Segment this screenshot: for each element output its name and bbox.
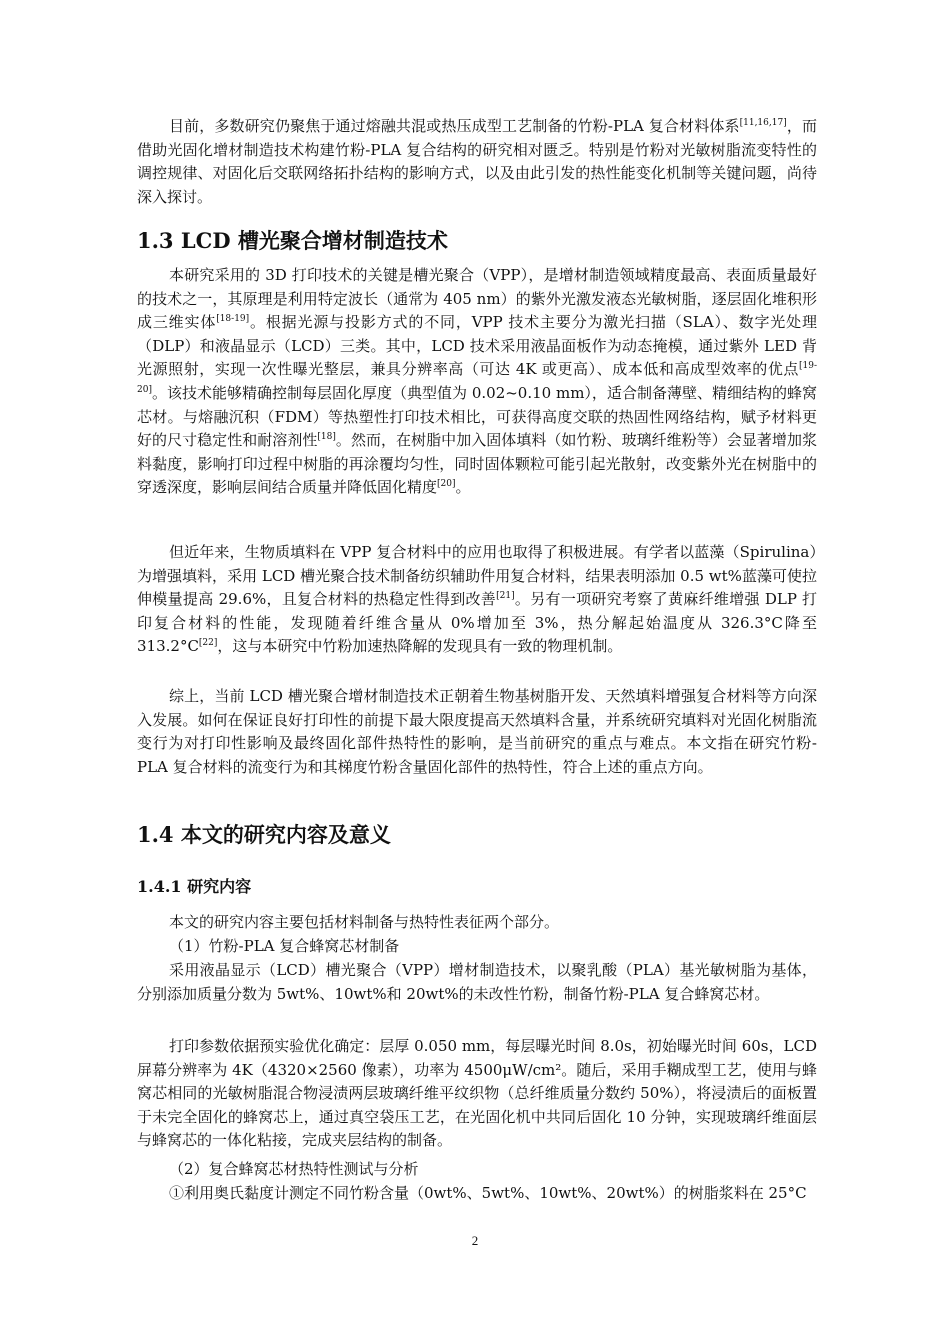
subsection-heading-1-4-1: 1.4.1 研究内容 (137, 877, 252, 896)
page-number: 2 (471, 1233, 479, 1248)
paragraph-2: 本研究采用的 3D 打印技术的关键是槽光聚合（VPP），是增材制造领域精度最高、表面质量最好的技术之一，其原理是利用特定波长（通常为 405 nm）的紫外光激发液态光敏树脂，逐层固化堆积形成三维实体[18-19]。根据光源与投影方式的不同，VPP 技术主要分为激光扫描（SLA）、数字光处理（DLP）和液晶显示（LCD）三类。其中，LCD 技术采用液晶面板作为动态掩模，通过紫外 LED 背光源照射，实现一次性曝光整层，兼具分辨率高（可达 4K 或更高）、成本低和高成型效率的优点[19-20]。该技术能够精确控制每层固化厚度（典型值为 0.02~0.10 mm），适合制备薄壁、精细结构的蜂窝芯材。与熔融沉积（FDM）等热塑性打印技术相比，可获得高度交联的热固性网络结构，赋予材料更好的尺寸稳定性和耐溶剂性[18]。然而，在树脂中加入固体填料（如竹粉、玻璃纤维粉等）会显著增加浆料黏度，影响打印过程中树脂的再涂覆均匀性，同时固体颗粒可能引起光散射，改变紫外光在树脂中的穿透深度，影响层间结合质量并降低固化精度[20]。 (137, 266, 817, 497)
citation: [19-20] (137, 361, 817, 395)
section-heading-1-3: 1.3 LCD 槽光聚合增材制造技术 (137, 228, 448, 253)
paragraph-1: 目前，多数研究仍聚焦于通过熔融共混或热压成型工艺制备的竹粉-PLA 复合材料体系[11,16,17]，而借助光固化增材制造技术构建竹粉-PLA 复合结构的研究相对匮乏。特别是竹粉对光敏树脂流变特性的调控规律、对固化后交联网络拓扑结构的影响方式，以及由此引发的热性能变化机制等关键问题，尚待深入探讨。 (137, 117, 817, 206)
citation: [21] (496, 591, 515, 602)
citation: [20] (437, 479, 456, 490)
paragraph-10: ①利用奥氏黏度计测定不同竹粉含量（0wt%、5wt%、10wt%、20wt%）的树脂浆料在 25°C (169, 1184, 807, 1202)
list-item-2: （2）复合蜂窝芯材热特性测试与分析 (169, 1160, 419, 1178)
citation: [11,16,17] (739, 118, 787, 128)
paragraph-7: 采用液晶显示（LCD）槽光聚合（VPP）增材制造技术，以聚乳酸（PLA）基光敏树脂为基体，分别添加质量分数为 5wt%、10wt%和 20wt%的未改性竹粉，制备竹粉-PLA 复合蜂窝芯材。 (137, 961, 817, 1003)
citation: [22] (198, 638, 218, 649)
citation: [18-19] (216, 314, 250, 325)
paragraph-8: 打印参数依据预实验优化确定：层厚 0.050 mm，每层曝光时间 8.0s，初始曝光时间 60s，LCD 屏幕分辨率为 4K（4320×2560 像素），功率为 4500μW/cm²。随后，采用手糊成型工艺，使用与蜂窝芯相同的光敏树脂混合物浸渍两层玻璃纤维平纹织物（总纤维质量分数约 50%），将浸渍后的面板置于未完全固化的蜂窝芯上，通过真空袋压工艺，在光固化机中共同后固化 10 分钟，实现玻璃纤维面层与蜂窝芯的一体化粘接，完成夹层结构的制备。 (137, 1037, 817, 1150)
paragraph-4: 综上，当前 LCD 槽光聚合增材制造技术正朝着生物基树脂开发、天然填料增强复合材料等方向深入发展。如何在保证良好打印性的前提下最大限度提高天然填料含量，并系统研究填料对光固化树脂流变行为对打印性影响及最终固化部件热特性的影响，是当前研究的重点与难点。本文指在研究竹粉-PLA 复合材料的流变行为和其梯度竹粉含量固化部件的热特性，符合上述的重点方向。 (137, 687, 817, 776)
paragraph-5: 本文的研究内容主要包括材料制备与热特性表征两个部分。 (169, 913, 560, 931)
paragraph-3: 但近年来，生物质填料在 VPP 复合材料中的应用也取得了积极进展。有学者以蓝藻（Spirulina）为增强填料，采用 LCD 槽光聚合技术制备纺织辅助件用复合材料，结果表明添加 0.5 wt%蓝藻可使拉伸模量提高 29.6%，且复合材料的热稳定性得到改善[21]。另有一项研究考察了黄麻纤维增强 DLP 打印复合材料的性能，发现随着纤维含量从 0%增加至 3%，热分解起始温度从 326.3°C降至 313.2°C[22]，这与本研究中竹粉加速热降解的发现具有一致的物理机制。 (137, 543, 818, 656)
list-item-1: （1）竹粉-PLA 复合蜂窝芯材制备 (169, 937, 400, 955)
section-heading-1-4: 1.4 本文的研究内容及意义 (137, 822, 391, 847)
citation: [18] (317, 432, 336, 443)
